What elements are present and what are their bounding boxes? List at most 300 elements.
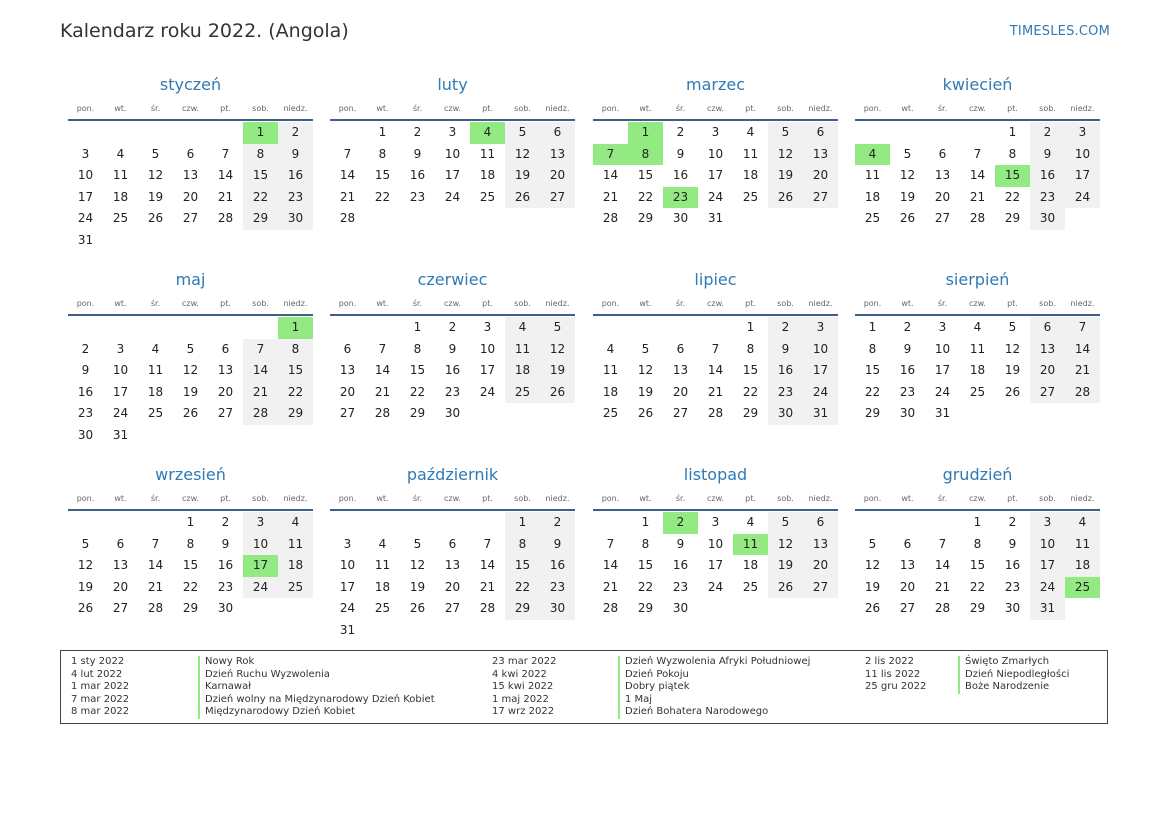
legend-names [965, 656, 1069, 694]
day-cell: 21 [243, 382, 278, 404]
day-cell: 18 [602, 384, 619, 399]
weekday-label: czw. [444, 493, 461, 503]
day-cell: 16 [278, 165, 313, 187]
legend-holiday-name: Dzień Pokoju [625, 668, 689, 680]
weekday-label: niedz. [808, 298, 833, 308]
day-cell: 14 [479, 558, 496, 573]
day-cell: 3 [243, 512, 278, 534]
header-rule [593, 509, 838, 511]
weekday-label: sob. [1039, 103, 1056, 113]
legend-marker [618, 656, 620, 719]
day-cell: 23 [409, 189, 426, 204]
day-cell: 3 [938, 320, 947, 334]
legend-date: 23 mar 2022 [492, 656, 557, 667]
day-cell: 27 [112, 601, 129, 616]
day-cell: 6 [676, 341, 685, 356]
day-cell: 24 [479, 384, 496, 399]
weekday-label: niedz. [283, 493, 308, 503]
day-cell: 23 [1004, 579, 1021, 594]
weekday-label: wt. [376, 493, 389, 503]
weekday-header [68, 293, 313, 313]
day-cell: 4 [973, 320, 982, 334]
legend-holiday-name: Międzynarodowy Dzień Kobiet [205, 706, 356, 718]
day-cell: 23 [768, 382, 803, 404]
day-cell: 8 [973, 536, 982, 551]
day-cell: 27 [1030, 382, 1065, 404]
day-cell: 31 [339, 623, 356, 637]
day-cell: 20 [803, 165, 838, 187]
day-cell: 19 [768, 165, 803, 187]
day-cell: 14 [934, 558, 951, 573]
day-cell: 11 [112, 168, 129, 183]
day-cell: 2 [768, 317, 803, 339]
day-cell: 7 [1065, 317, 1100, 339]
brand-link[interactable]: TIMESLES.COM [1009, 24, 1110, 39]
day-cell: 22 [637, 189, 654, 204]
month-title: sierpień [945, 270, 1010, 289]
day-cell: 9 [221, 536, 230, 551]
month-block [593, 267, 838, 447]
day-cell: 30 [278, 208, 313, 230]
weekday-label: śr. [937, 493, 948, 503]
legend-holiday-name: Nowy Rok [205, 656, 255, 667]
day-cell: 1 [378, 125, 387, 139]
day-cell: 24 [707, 189, 724, 204]
month-block [855, 72, 1100, 252]
month-title: listopad [683, 465, 748, 484]
legend-date: 17 wrz 2022 [492, 706, 555, 718]
weekday-label: pt. [745, 493, 756, 503]
day-cell: 27 [803, 187, 838, 209]
day-cell: 16 [540, 555, 575, 577]
day-cell: 28 [969, 211, 986, 226]
day-cell: 27 [339, 406, 356, 421]
day-cell: 24 [707, 579, 724, 594]
day-cell: 11 [479, 146, 496, 161]
weekday-label: sob. [252, 493, 269, 503]
day-cell: 14 [1065, 339, 1100, 361]
day-cell: 14 [243, 360, 278, 382]
day-cell: 6 [343, 341, 352, 356]
day-cell: 23 [540, 577, 575, 599]
day-cell: 18 [374, 579, 391, 594]
weekday-label: czw. [182, 493, 199, 503]
weekday-label: niedz. [1070, 103, 1095, 113]
day-cell: 10 [77, 168, 94, 183]
day-cell: 21 [479, 579, 496, 594]
weekday-header [855, 98, 1100, 118]
weekday-label: pon. [863, 298, 882, 308]
day-cell: 14 [217, 168, 234, 183]
day-cell: 14 [602, 168, 619, 183]
day-cell: 27 [803, 577, 838, 599]
day-cell: 17 [707, 558, 724, 573]
day-cell: 29 [742, 406, 759, 421]
day-cell: 26 [1004, 384, 1021, 399]
day-cell: 17 [934, 363, 951, 378]
day-cell: 7 [606, 536, 615, 551]
day-cell: 11 [602, 363, 619, 378]
day-cell: 24 [803, 382, 838, 404]
days-grid [855, 512, 1100, 642]
day-cell: 25 [479, 189, 496, 204]
holiday-day-cell: 15 [995, 165, 1030, 187]
day-cell: 22 [864, 384, 881, 399]
day-cell: 15 [374, 168, 391, 183]
day-cell: 24 [934, 384, 951, 399]
days-grid [855, 317, 1100, 447]
days-grid [855, 122, 1100, 252]
day-cell: 19 [409, 579, 426, 594]
weekday-label: pon. [338, 103, 357, 113]
day-cell: 13 [339, 363, 356, 378]
weekday-label: śr. [150, 103, 161, 113]
weekday-label: wt. [114, 298, 127, 308]
days-grid [330, 122, 575, 252]
day-cell: 26 [147, 211, 164, 226]
day-cell: 13 [672, 363, 689, 378]
holiday-day-cell: 25 [1065, 577, 1100, 599]
day-cell: 20 [444, 579, 461, 594]
day-cell: 26 [409, 601, 426, 616]
day-cell: 3 [1030, 512, 1065, 534]
day-cell: 1 [746, 320, 755, 334]
days-grid [68, 317, 313, 447]
day-cell: 5 [81, 536, 90, 551]
day-cell: 5 [768, 512, 803, 534]
day-cell: 22 [374, 189, 391, 204]
weekday-label: czw. [969, 298, 986, 308]
weekday-label: czw. [444, 103, 461, 113]
day-cell: 14 [147, 558, 164, 573]
weekday-header [593, 488, 838, 508]
legend-date: 25 gru 2022 [865, 681, 927, 693]
day-cell: 25 [602, 406, 619, 421]
header-rule [68, 509, 313, 511]
month-title: maj [175, 270, 206, 289]
day-cell: 21 [969, 189, 986, 204]
day-cell: 30 [217, 601, 234, 616]
day-cell: 6 [540, 122, 575, 144]
day-cell: 6 [448, 536, 457, 551]
day-cell: 6 [803, 122, 838, 144]
day-cell: 4 [746, 515, 755, 529]
day-cell: 28 [934, 601, 951, 616]
weekday-label: niedz. [808, 493, 833, 503]
day-cell: 22 [969, 579, 986, 594]
holiday-day-cell: 1 [278, 317, 313, 339]
weekday-label: wt. [376, 298, 389, 308]
weekday-label: pt. [745, 298, 756, 308]
day-cell: 2 [81, 341, 90, 356]
day-cell: 3 [711, 515, 720, 529]
day-cell: 11 [1065, 534, 1100, 556]
day-cell: 8 [505, 534, 540, 556]
day-cell: 6 [803, 512, 838, 534]
month-title: grudzień [942, 465, 1013, 484]
day-cell: 21 [147, 579, 164, 594]
day-cell: 29 [1004, 211, 1021, 226]
header-rule [68, 314, 313, 316]
day-cell: 21 [339, 189, 356, 204]
day-cell: 26 [637, 406, 654, 421]
day-cell: 22 [278, 382, 313, 404]
day-cell: 20 [1030, 360, 1065, 382]
weekday-label: czw. [707, 493, 724, 503]
day-cell: 17 [1065, 165, 1100, 187]
day-cell: 7 [378, 341, 387, 356]
day-cell: 18 [112, 189, 129, 204]
day-cell: 16 [77, 384, 94, 399]
day-cell: 5 [151, 146, 160, 161]
legend-date: 1 sty 2022 [71, 656, 125, 667]
day-cell: 22 [243, 187, 278, 209]
legend-holiday-name: Dobry piątek [625, 681, 690, 693]
weekday-header [855, 488, 1100, 508]
day-cell: 29 [637, 601, 654, 616]
day-cell: 12 [540, 339, 575, 361]
day-cell: 14 [707, 363, 724, 378]
day-cell: 16 [217, 558, 234, 573]
weekday-label: pon. [601, 493, 620, 503]
day-cell: 25 [864, 211, 881, 226]
day-cell: 2 [413, 125, 422, 139]
day-cell: 13 [182, 168, 199, 183]
weekday-label: pt. [1007, 493, 1018, 503]
day-cell: 12 [637, 363, 654, 378]
legend-date: 4 lut 2022 [71, 668, 123, 680]
legend-holiday-name: Dzień wolny na Międzynarodowy Dzień Kobiet [205, 693, 435, 705]
day-cell: 10 [934, 341, 951, 356]
month-block [330, 267, 575, 447]
days-grid [593, 317, 838, 447]
day-cell: 26 [540, 382, 575, 404]
days-grid [330, 512, 575, 642]
day-cell: 7 [151, 536, 160, 551]
weekday-label: czw. [182, 298, 199, 308]
day-cell: 15 [742, 363, 759, 378]
day-cell: 8 [186, 536, 195, 551]
month-title: kwiecień [942, 75, 1013, 94]
day-cell: 2 [448, 320, 457, 334]
weekday-label: wt. [901, 103, 914, 113]
weekday-label: śr. [937, 298, 948, 308]
day-cell: 16 [672, 168, 689, 183]
day-cell: 19 [864, 579, 881, 594]
day-cell: 18 [505, 360, 540, 382]
day-cell: 3 [483, 320, 492, 334]
day-cell: 25 [742, 579, 759, 594]
weekday-label: sob. [514, 493, 531, 503]
legend-date: 15 kwi 2022 [492, 681, 554, 693]
weekday-label: pon. [863, 103, 882, 113]
day-cell: 13 [899, 558, 916, 573]
day-cell: 31 [77, 233, 94, 247]
day-cell: 30 [540, 598, 575, 620]
day-cell: 18 [278, 555, 313, 577]
day-cell: 25 [278, 577, 313, 599]
legend-holiday-name: 1 Maj [625, 693, 653, 705]
legend-names [205, 656, 435, 719]
day-cell: 24 [243, 577, 278, 599]
day-cell: 29 [409, 406, 426, 421]
day-cell: 15 [864, 363, 881, 378]
day-cell: 14 [374, 363, 391, 378]
day-cell: 21 [602, 579, 619, 594]
day-cell: 3 [81, 146, 90, 161]
legend-date: 2 lis 2022 [865, 656, 914, 667]
day-cell: 9 [540, 534, 575, 556]
day-cell: 12 [899, 168, 916, 183]
month-block [68, 462, 313, 642]
day-cell: 8 [746, 341, 755, 356]
day-cell: 31 [707, 211, 724, 226]
day-cell: 5 [540, 317, 575, 339]
day-cell: 30 [1030, 208, 1065, 230]
legend-holiday-name: Boże Narodzenie [965, 681, 1050, 693]
weekday-label: niedz. [545, 493, 570, 503]
day-cell: 28 [374, 406, 391, 421]
day-cell: 19 [1004, 363, 1021, 378]
day-cell: 17 [444, 168, 461, 183]
month-block [855, 462, 1100, 642]
holiday-day-cell: 1 [628, 122, 663, 144]
day-cell: 22 [637, 579, 654, 594]
weekday-header [593, 293, 838, 313]
day-cell: 3 [448, 125, 457, 139]
day-cell: 23 [77, 406, 94, 421]
days-grid [593, 122, 838, 252]
weekday-label: pt. [1007, 298, 1018, 308]
weekday-label: śr. [412, 493, 423, 503]
day-cell: 8 [278, 339, 313, 361]
day-cell: 16 [1030, 165, 1065, 187]
month-block [855, 267, 1100, 447]
day-cell: 30 [77, 428, 94, 442]
day-cell: 28 [243, 403, 278, 425]
month-title: styczeń [159, 75, 222, 94]
weekday-label: wt. [901, 298, 914, 308]
day-cell: 7 [343, 146, 352, 161]
day-cell: 15 [505, 555, 540, 577]
day-cell: 27 [540, 187, 575, 209]
day-cell: 10 [479, 341, 496, 356]
header-rule [330, 314, 575, 316]
day-cell: 3 [803, 317, 838, 339]
day-cell: 26 [899, 211, 916, 226]
day-cell: 2 [1008, 515, 1017, 529]
day-cell: 28 [217, 211, 234, 226]
day-cell: 20 [182, 189, 199, 204]
weekday-header [330, 98, 575, 118]
day-cell: 30 [768, 403, 803, 425]
day-cell: 1 [1008, 125, 1017, 139]
weekday-label: śr. [412, 103, 423, 113]
day-cell: 23 [278, 187, 313, 209]
day-cell: 18 [1065, 555, 1100, 577]
day-cell: 13 [934, 168, 951, 183]
weekday-label: wt. [376, 103, 389, 113]
day-cell: 9 [1008, 536, 1017, 551]
month-block [68, 267, 313, 447]
day-cell: 27 [217, 406, 234, 421]
day-cell: 24 [112, 406, 129, 421]
legend-marker [958, 656, 960, 694]
weekday-label: wt. [114, 493, 127, 503]
day-cell: 8 [378, 146, 387, 161]
day-cell: 22 [742, 384, 759, 399]
day-cell: 13 [1030, 339, 1065, 361]
day-cell: 26 [768, 577, 803, 599]
weekday-label: pon. [338, 493, 357, 503]
weekday-label: czw. [444, 298, 461, 308]
legend-dates [865, 656, 926, 694]
day-cell: 26 [768, 187, 803, 209]
weekday-label: wt. [114, 103, 127, 113]
day-cell: 21 [934, 579, 951, 594]
weekday-label: czw. [182, 103, 199, 113]
day-cell: 8 [1008, 146, 1017, 161]
header-rule [855, 314, 1100, 316]
weekday-label: pon. [338, 298, 357, 308]
day-cell: 2 [540, 512, 575, 534]
weekday-label: sob. [777, 493, 794, 503]
day-cell: 15 [409, 363, 426, 378]
weekday-label: pt. [482, 103, 493, 113]
day-cell: 9 [413, 146, 422, 161]
day-cell: 1 [505, 512, 540, 534]
holiday-day-cell: 7 [593, 144, 628, 166]
header-rule [68, 119, 313, 121]
weekday-header [330, 293, 575, 313]
month-block [330, 462, 575, 642]
day-cell: 12 [1004, 341, 1021, 356]
day-cell: 4 [746, 125, 755, 139]
legend-holiday-name: Karnawał [205, 681, 252, 693]
day-cell: 28 [479, 601, 496, 616]
weekday-label: sob. [777, 298, 794, 308]
day-cell: 21 [707, 384, 724, 399]
weekday-label: pon. [76, 103, 95, 113]
weekday-label: sob. [1039, 298, 1056, 308]
holiday-day-cell: 17 [243, 555, 278, 577]
day-cell: 1 [641, 515, 650, 529]
day-cell: 7 [973, 146, 982, 161]
weekday-label: czw. [707, 298, 724, 308]
day-cell: 29 [969, 601, 986, 616]
day-cell: 8 [413, 341, 422, 356]
day-cell: 7 [483, 536, 492, 551]
day-cell: 18 [479, 168, 496, 183]
legend-dates [492, 656, 557, 719]
day-cell: 10 [444, 146, 461, 161]
day-cell: 9 [81, 363, 90, 378]
day-cell: 19 [505, 165, 540, 187]
day-cell: 10 [243, 534, 278, 556]
day-cell: 17 [1030, 555, 1065, 577]
day-cell: 11 [147, 363, 164, 378]
day-cell: 17 [479, 363, 496, 378]
day-cell: 30 [899, 406, 916, 421]
day-cell: 13 [540, 144, 575, 166]
day-cell: 18 [864, 189, 881, 204]
header-rule [855, 509, 1100, 511]
day-cell: 19 [77, 579, 94, 594]
day-cell: 14 [969, 168, 986, 183]
day-cell: 20 [899, 579, 916, 594]
day-cell: 4 [378, 536, 387, 551]
day-cell: 20 [112, 579, 129, 594]
